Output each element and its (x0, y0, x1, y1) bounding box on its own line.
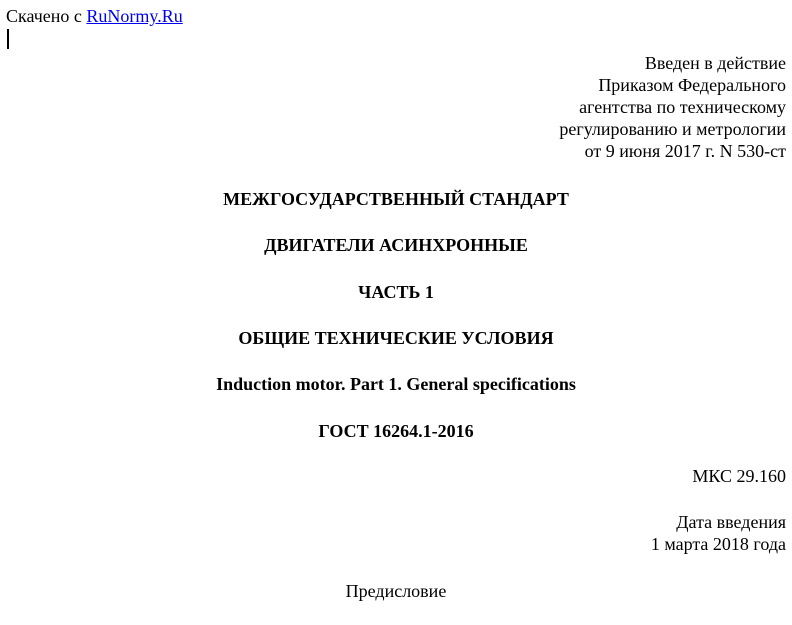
english-title: Induction motor. Part 1. General specifications (216, 374, 576, 394)
runormy-link[interactable]: RuNormy.Ru (86, 6, 183, 26)
introduction-date (651, 511, 786, 555)
enactment-note (559, 52, 786, 162)
text-cursor (7, 29, 9, 49)
enactment-line: от 9 июня 2017 г. N 530-ст (584, 141, 786, 161)
standard-code: ГОСТ 16264.1-2016 (318, 421, 474, 441)
source-prefix: Скачено с (6, 6, 87, 26)
document-title: ДВИГАТЕЛИ АСИНХРОННЫЕ (264, 235, 528, 255)
document-subtitle: ОБЩИЕ ТЕХНИЧЕСКИЕ УСЛОВИЯ (238, 328, 554, 348)
mks-code: МКС 29.160 (692, 466, 786, 486)
enactment-line: Приказом Федерального (598, 75, 786, 95)
section-title-foreword: Предисловие (345, 581, 447, 601)
standard-type-heading: МЕЖГОСУДАРСТВЕННЫЙ СТАНДАРТ (223, 189, 569, 209)
introduction-date-label: Дата введения (676, 512, 786, 532)
part-heading: ЧАСТЬ 1 (358, 282, 434, 302)
introduction-date-value: 1 марта 2018 года (650, 534, 786, 554)
enactment-line: регулированию и метрологии (559, 119, 786, 139)
source-line (6, 6, 183, 26)
enactment-line: Введен в действие (644, 53, 786, 73)
enactment-line: агентства по техническому (579, 97, 786, 117)
